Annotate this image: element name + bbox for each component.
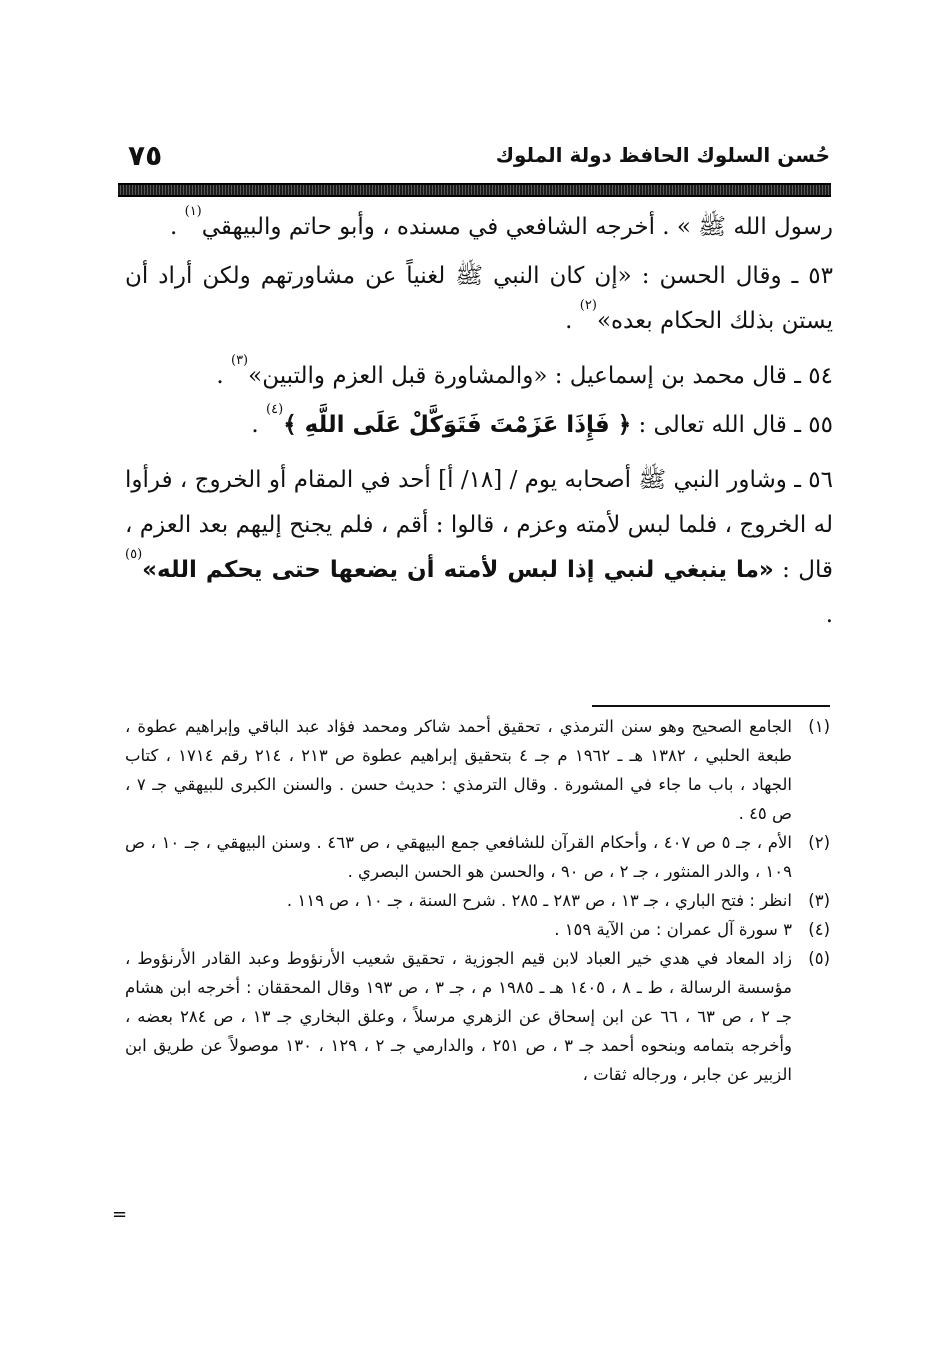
footnote-text: ٣ سورة آل عمران : من الآية ١٥٩ .	[554, 920, 792, 939]
paragraph-end: .	[565, 308, 580, 334]
footnote-text: زاد المعاد في هدي خير العباد لابن قيم الجوزية ، تحقيق شعيب الأرنؤوط وعبد القادر الأرنؤوط ، مؤسسة الرسالة ، ط ـ ٨ ، ١٤٠٥ هـ ـ ١٩٨٥ م ، جـ ٣ ، ص ١٩٣ وقال المحققان : أخرجه ابن هشام جـ ٢ ، ص ٦٣ ، ٦٦ عن ابن إسحاق عن الزهري مرسلاً ، وعلق البخاري جـ ١٣ ، ص ٢٨٤ بعضه ، وأخرجه بتمامه وبنحوه أحمد جـ ٣ ، ص ٢٥١ ، والدارمي جـ ٢ ، ١٢٩ ، ١٣٠ موصولاً عن طريق ابن الزبير عن جابر ، ورجاله ثقات ،	[125, 949, 792, 1084]
footnote-number: (٢)	[808, 833, 830, 852]
footnotes	[125, 712, 830, 1089]
paragraph-continuation	[125, 205, 833, 250]
footnote-ref: (٣)	[230, 353, 249, 368]
paragraph-text: ٥٦ ـ وشاور النبي ﷺ أصحابه يوم / [١٨/ أ] أحد في المقام أو الخروج ، فرأوا له الخروج ، فلما لبس لأمته وعزم ، قالوا : أقم ، فلم يجنح إليهم بعد العزم ، قال :	[125, 467, 833, 583]
paragraph-end: .	[825, 602, 833, 628]
footnote-number: (٤)	[808, 920, 830, 939]
page-number: ٧٥	[128, 139, 163, 172]
paragraph-end: .	[216, 363, 231, 389]
footnote-5	[125, 944, 830, 1089]
footnote-number: (٥)	[808, 949, 830, 968]
footnote-separator	[592, 705, 830, 707]
paragraph-54	[125, 354, 833, 399]
paragraph-56	[125, 458, 833, 638]
footnote-text: انظر : فتح الباري ، جـ ١٣ ، ص ٢٨٣ ـ ٢٨٥ . شرح السنة ، جـ ١٠ ، ص ١١٩ .	[286, 891, 792, 910]
paragraph-text: ٥٤ ـ قال محمد بن إسماعيل : «والمشاورة قبل العزم والتبين»	[248, 363, 833, 389]
paragraph-text: ٥٥ ـ قال الله تعالى :	[631, 412, 833, 438]
paragraph-end: .	[169, 214, 185, 240]
hadith-quote: «ما ينبغي لنبي إذا لبس لأمته أن يضعها حتى يحكم الله»	[142, 557, 774, 583]
header-rule	[118, 183, 831, 197]
footnote-ref: (١)	[184, 204, 202, 219]
footnote-text: الجامع الصحيح وهو سنن الترمذي ، تحقيق أحمد شاكر ومحمد فؤاد عبد الباقي وإبراهيم عطوة ، طبعة الحلبي ، ١٣٨٢ هـ ـ ١٩٦٢ م جـ ٤ بتحقيق إبراهيم عطوة ص ٢١٣ ، ٢١٤ رقم ١٧١٤ ، كتاب الجهاد ، باب ما جاء في المشورة . وقال الترمذي : حديث حسن . والسنن الكبرى للبيهقي جـ ٧ ، ص ٤٥ .	[125, 717, 793, 823]
footnote-ref: (٥)	[125, 547, 143, 562]
running-title: حُسن السلوك الحافظ دولة الملوك	[495, 143, 830, 167]
page-header	[120, 135, 830, 179]
footnote-number: (١)	[808, 717, 830, 736]
paragraph-text: ٥٣ ـ وقال الحسن : «إن كان النبي ﷺ لغنياً عن مشاورتهم ولكن أراد أن يستن بذلك الحكام بعده»	[125, 263, 833, 334]
footnote-2	[125, 828, 830, 886]
paragraph-text: رسول الله ﷺ » . أخرجه الشافعي في مسنده ، وأبو حاتم والبيهقي	[201, 214, 833, 240]
paragraph-53	[125, 254, 833, 344]
paragraph-end: .	[251, 412, 267, 438]
footnote-ref: (٢)	[579, 298, 597, 313]
quran-verse: ﴿ فَإِذَا عَزَمْتَ فَتَوَكَّلْ عَلَى اللَّهِ ﴾	[283, 412, 632, 438]
main-text	[125, 205, 833, 648]
footnote-number: (٣)	[808, 891, 830, 910]
footnote-text: الأم ، جـ ٥ ص ٤٠٧ ، وأحكام القرآن للشافعي جمع البيهقي ، ص ٤٦٣ . وسنن البيهقي ، جـ ١٠ ، ص ١٠٩ ، والدر المنثور ، جـ ٢ ، ص ٩٠ ، والحسن هو الحسن البصري .	[125, 833, 792, 881]
footnote-4	[125, 915, 830, 944]
footnote-3	[125, 886, 830, 915]
continuation-mark: =	[112, 1204, 128, 1225]
footnote-ref: (٤)	[266, 402, 284, 417]
paragraph-55	[125, 403, 833, 448]
footnote-1	[125, 712, 830, 828]
